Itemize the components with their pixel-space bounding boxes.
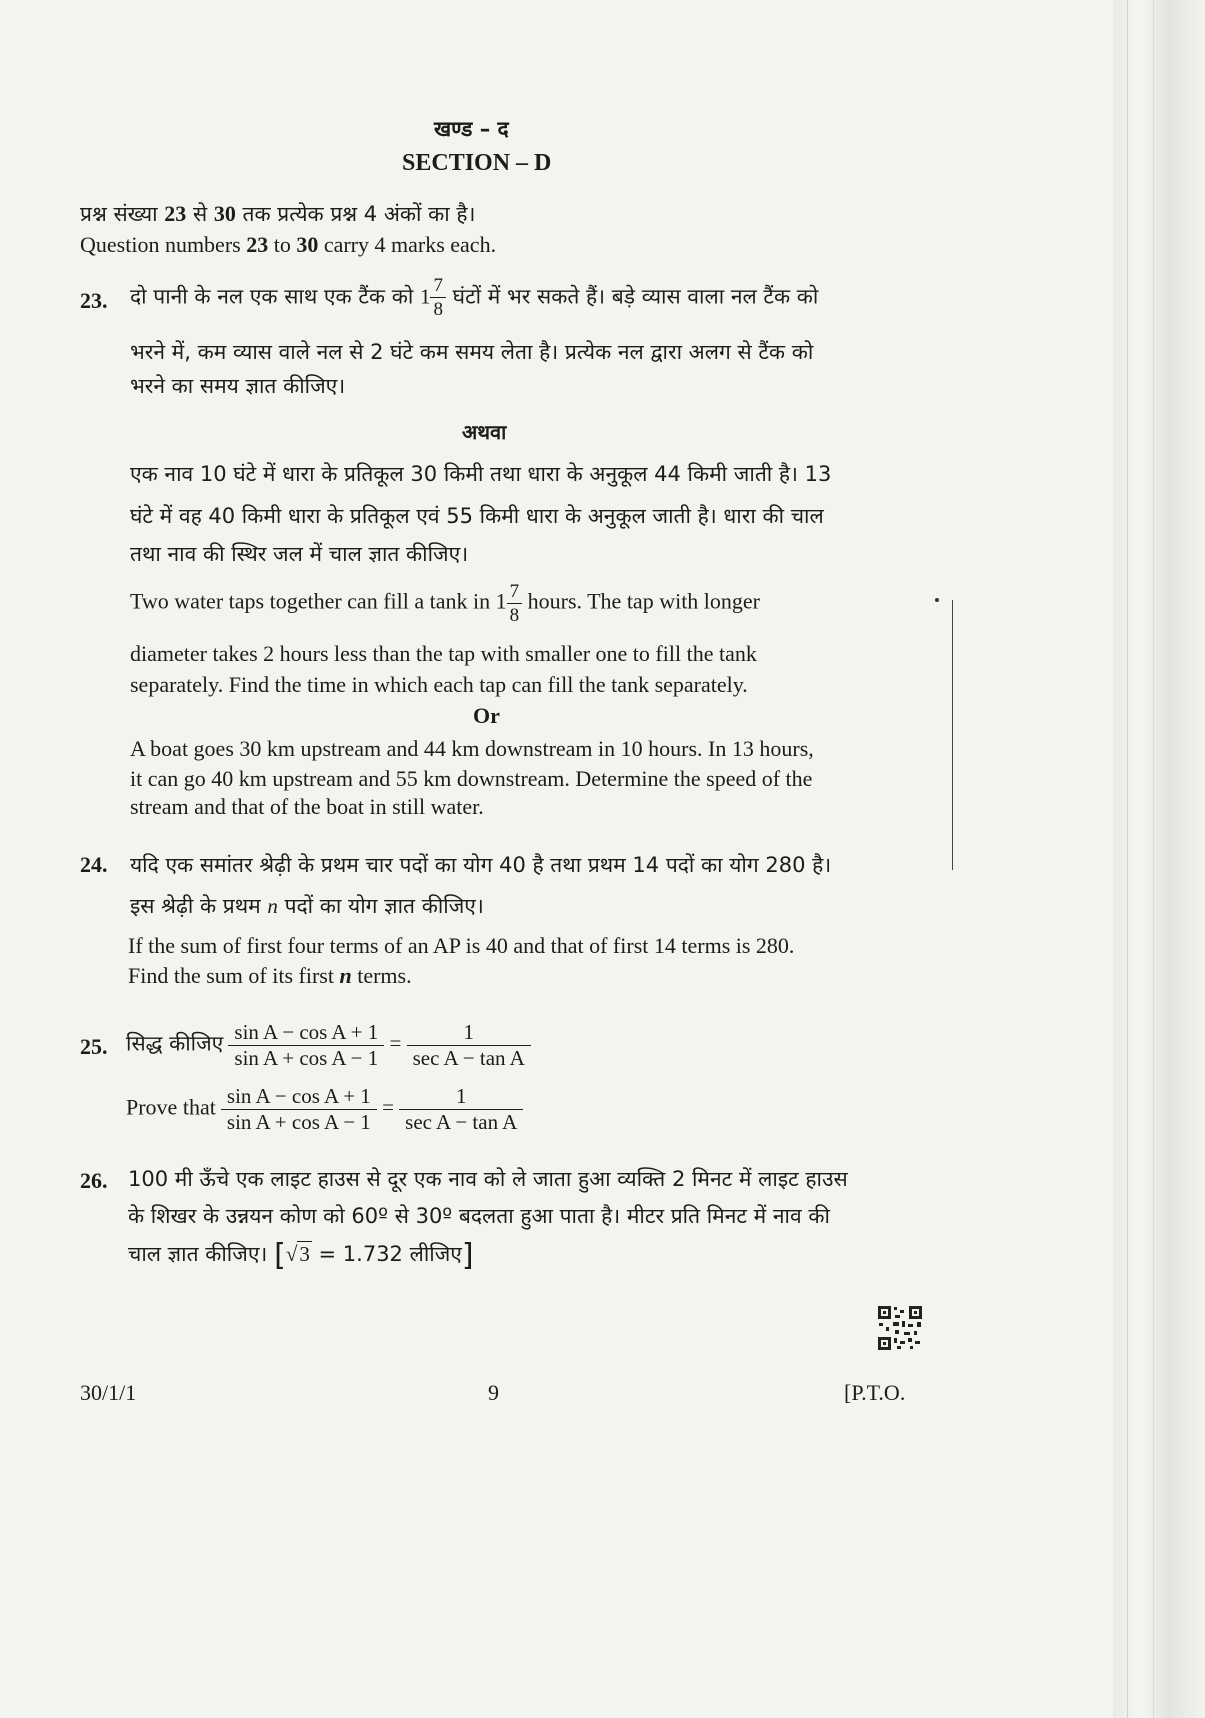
lhs-fraction: $\frac{\text{sin A − cos A + 1}}{\text{sin A + cos A − 1}}$ <box>228 1022 384 1069</box>
q23-alt-english-line2: it can go 40 km upstream and 55 km downstream. Determine the speed of the <box>130 766 813 791</box>
q23-alt-hindi-line3: तथा नाव की स्थिर जल में चाल ज्ञात कीजिए। <box>130 542 469 566</box>
q26-hindi-line2: के शिखर के उन्नयन कोण को 60º से 30º बदलता हुआ पाता है। मीटर प्रति मिनट में नाव की <box>128 1204 830 1228</box>
margin-mark <box>935 598 939 602</box>
question-number-26: 26. <box>80 1168 108 1193</box>
please-turn-over: [P.T.O. <box>844 1380 906 1405</box>
page-edge <box>1113 0 1205 1718</box>
q24-english-line1: If the sum of first four terms of an AP is 40 and that of first 14 terms is 280. <box>128 933 795 958</box>
question-number-25: 25. <box>80 1034 108 1059</box>
mixed-fraction: $\frac{7}{8}$ <box>430 276 446 319</box>
q25-english-statement: Prove that $\frac{\text{sin A − cos A + 1}}{\text{sin A + cos A − 1}}$ = $\frac{1}{\text{sec A − tan A}}$ <box>126 1086 523 1133</box>
q23-hindi-line3: भरने का समय ज्ञात कीजिए। <box>130 374 346 398</box>
q23-english-line3: separately. Find the time in which each tap can fill the tank separately. <box>130 672 748 697</box>
question-number-24: 24. <box>80 852 108 877</box>
paper-code: 30/1/1 <box>80 1380 137 1405</box>
q26-hindi-line3: चाल ज्ञात कीजिए। [√3 = 1.732 लीजिए] <box>128 1238 474 1273</box>
q23-alt-english-line1: A boat goes 30 km upstream and 44 km downstream in 10 hours. In 13 hours, <box>130 736 814 761</box>
question-number-23: 23. <box>80 288 108 313</box>
or-separator-hindi: अथवा <box>462 420 507 444</box>
margin-line <box>952 600 953 870</box>
q23-alt-hindi-line2: घंटे में वह 40 किमी धारा के प्रतिकूल एवं 55 किमी धारा के अनुकूल जाती है। धारा की चाल <box>130 504 824 528</box>
q26-hindi-line1: 100 मी ऊँचे एक लाइट हाउस से दूर एक नाव को ले जाता हुआ व्यक्ति 2 मिनट में लाइट हाउस <box>128 1167 848 1191</box>
section-title-hindi: खण्ड – द <box>434 117 509 141</box>
q24-english-line2: Find the sum of its first n terms. <box>128 963 412 988</box>
q24-hindi-line2: इस श्रेढ़ी के प्रथम n पदों का योग ज्ञात कीजिए। <box>130 894 484 918</box>
intro-english: Question numbers 23 to 30 carry 4 marks each. <box>80 232 497 257</box>
q23-alt-hindi-line1: एक नाव 10 घंटे में धारा के प्रतिकूल 30 किमी तथा धारा के अनुकूल 44 किमी जाती है। 13 <box>130 462 832 486</box>
rhs-fraction: $\frac{1}{\text{sec A − tan A}}$ <box>407 1022 531 1069</box>
page-number: 9 <box>488 1380 499 1405</box>
q23-hindi-line2: भरने में, कम व्यास वाले नल से 2 घंटे कम समय लेता है। प्रत्येक नल द्वारा अलग से टैंक को <box>130 340 814 364</box>
q23-english-line2: diameter takes 2 hours less than the tap with smaller one to fill the tank <box>130 641 757 666</box>
section-title-english: SECTION – D <box>402 150 552 176</box>
q23-alt-english-line3: stream and that of the boat in still water. <box>130 794 484 819</box>
q23-english-line1: Two water taps together can fill a tank in 1 $\frac{7}{8}$ hours. The tap with longer <box>130 581 761 626</box>
q24-hindi-line1: यदि एक समांतर श्रेढ़ी के प्रथम चार पदों का योग 40 है तथा प्रथम 14 पदों का योग 280 है। <box>130 853 832 877</box>
q23-hindi-line1: दो पानी के नल एक साथ एक टैंक को 1 $\frac{7}{8}$ घंटों में भर सकते हैं। बड़े व्यास वाला नल टैंक को <box>130 275 819 320</box>
qr-code-icon <box>877 1305 923 1351</box>
intro-hindi: प्रश्न संख्या 23 से 30 तक प्रत्येक प्रश्न 4 अंकों का है। <box>80 201 476 226</box>
or-separator-english: Or <box>473 703 500 728</box>
q25-hindi-statement: सिद्ध कीजिए $\frac{\text{sin A − cos A + 1}}{\text{sin A + cos A − 1}}$ = $\frac{1}{\text{sec A − tan A}}$ <box>126 1022 531 1069</box>
